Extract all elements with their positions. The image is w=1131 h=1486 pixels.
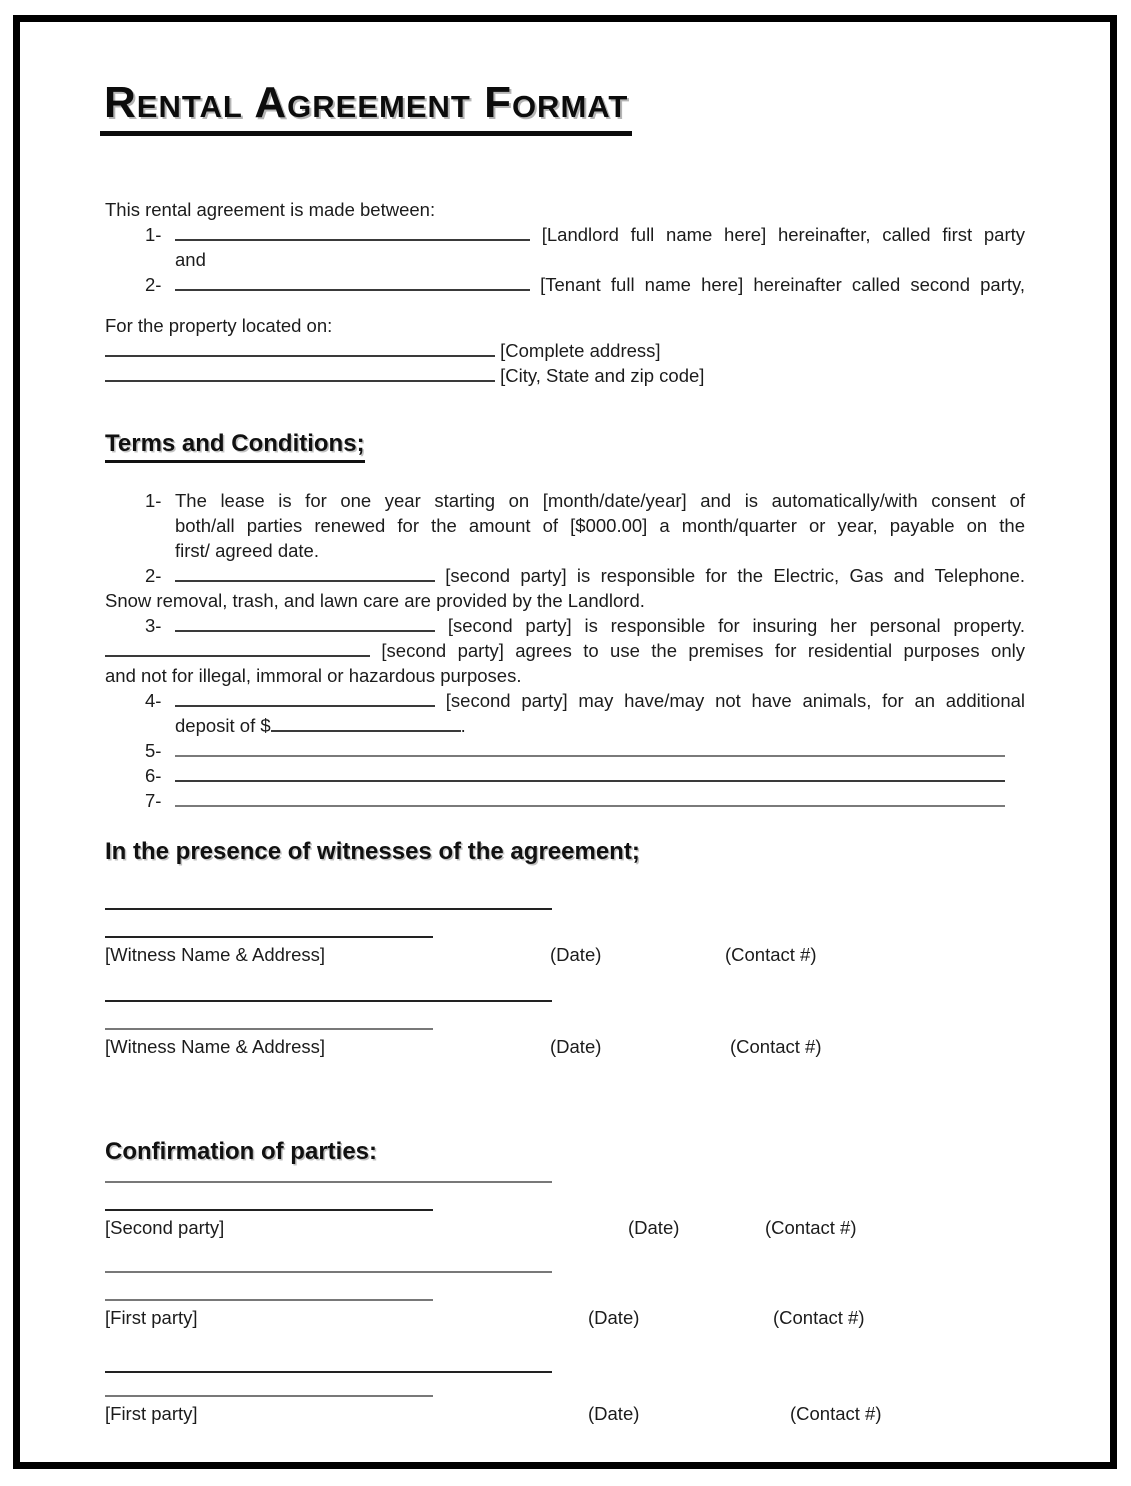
term-6-number: 6- <box>145 765 162 786</box>
term-2-line-1 <box>105 563 1025 588</box>
term-1-line-2: both/all parties renewed for the amount of [$000.00] a month/quarter or year, payable on the <box>175 515 1025 536</box>
second-party-label-row <box>105 1217 1025 1243</box>
term-3-text-1: [second party] is responsible for insuring her personal property. <box>447 615 1026 636</box>
term-4-line-2 <box>105 713 1025 738</box>
term-7-number: 7- <box>145 790 162 811</box>
first-party-1-label: [First party] <box>105 1307 198 1328</box>
document-title <box>100 78 632 136</box>
term-3-party-blank-2[interactable] <box>105 653 370 657</box>
intro-section <box>105 197 1025 297</box>
term-3-text-2: [second party] agrees to use the premises for residential purposes only <box>381 640 1025 661</box>
first-party-1-date-label: (Date) <box>588 1307 640 1328</box>
witness-2-name-line[interactable] <box>105 1028 433 1030</box>
tenant-name-blank[interactable] <box>175 287 530 291</box>
term-5-number: 5- <box>145 740 162 761</box>
term-4-deposit-suffix: . <box>460 715 466 736</box>
term-4-text-1: [second party] may have/may not have animals, for an additional <box>445 690 1026 711</box>
first-party-1-label-row <box>105 1307 1025 1333</box>
terms-heading-text: Terms and Conditions; <box>105 430 365 463</box>
witness-block-1 <box>105 908 1025 970</box>
term-3-line-3: and not for illegal, immoral or hazardous purposes. <box>105 665 522 686</box>
second-party-name-line[interactable] <box>105 1209 433 1211</box>
tenant-label: [Tenant full name here] hereinafter called second party, <box>540 274 1026 295</box>
property-section <box>105 313 1025 388</box>
term-1-line-1 <box>105 488 1025 513</box>
term-7-line <box>105 788 1025 813</box>
intro-item-2-number: 2- <box>145 274 162 295</box>
city-state-zip-label: [City, State and zip code] <box>500 365 705 386</box>
intro-item-1-number: 1- <box>145 224 162 245</box>
term-7-blank[interactable] <box>175 803 1005 807</box>
intro-lead: This rental agreement is made between: <box>105 199 436 220</box>
term-1-line-3: first/ agreed date. <box>175 540 319 561</box>
term-3-number: 3- <box>145 615 162 636</box>
witness-2-label-row <box>105 1036 1025 1062</box>
landlord-label: [Landlord full name here] hereinafter, called first party <box>541 224 1026 245</box>
witness-block-2 <box>105 1000 1025 1062</box>
second-party-label: [Second party] <box>105 1217 225 1238</box>
first-party-2-contact-label: (Contact #) <box>790 1403 882 1424</box>
witness-1-contact-label: (Contact #) <box>725 944 817 965</box>
term-6-blank[interactable] <box>175 778 1005 782</box>
first-party-2-label-row <box>105 1403 1025 1429</box>
second-party-signature-line[interactable] <box>105 1181 552 1183</box>
city-state-zip-blank[interactable] <box>105 378 495 382</box>
confirmation-heading-text: Confirmation of parties: <box>105 1138 378 1165</box>
term-2-text-1: [second party] is responsible for the Electric, Gas and Telephone. <box>445 565 1026 586</box>
term-2-number: 2- <box>145 565 162 586</box>
witness-2-signature-line[interactable] <box>105 1000 552 1002</box>
first-party-block-2 <box>105 1371 1025 1429</box>
term-4-party-blank[interactable] <box>175 703 435 707</box>
complete-address-label: [Complete address] <box>500 340 661 361</box>
term-6-line <box>105 763 1025 788</box>
intro-conjunction: and <box>175 249 206 270</box>
intro-item-tenant <box>105 272 1025 297</box>
witnesses-heading <box>105 838 640 866</box>
term-2-line-2: Snow removal, trash, and lawn care are provided by the Landlord. <box>105 590 645 611</box>
first-party-2-label: [First party] <box>105 1403 198 1424</box>
document-content <box>105 20 1025 1460</box>
second-party-contact-label: (Contact #) <box>765 1217 857 1238</box>
property-lead: For the property located on: <box>105 315 333 336</box>
witness-1-name-line[interactable] <box>105 936 433 938</box>
second-party-date-label: (Date) <box>628 1217 680 1238</box>
document-title-text: Rental Agreement Format <box>100 78 632 136</box>
term-4-number: 4- <box>145 690 162 711</box>
term-3-line-1 <box>105 613 1025 638</box>
first-party-2-date-label: (Date) <box>588 1403 640 1424</box>
witness-1-signature-line[interactable] <box>105 908 552 910</box>
deposit-amount-blank[interactable] <box>271 728 461 732</box>
first-party-block-1 <box>105 1271 1025 1333</box>
terms-list <box>105 488 1025 813</box>
term-5-line <box>105 738 1025 763</box>
confirmation-heading <box>105 1138 377 1166</box>
complete-address-blank[interactable] <box>105 353 495 357</box>
witness-1-date-label: (Date) <box>550 944 602 965</box>
term-5-blank[interactable] <box>175 753 1005 757</box>
property-address-line <box>105 338 1025 363</box>
terms-heading <box>105 430 365 463</box>
term-4-line-1 <box>105 688 1025 713</box>
second-party-block <box>105 1181 1025 1243</box>
witness-2-label: [Witness Name & Address] <box>105 1036 326 1057</box>
first-party-1-name-line[interactable] <box>105 1299 433 1301</box>
first-party-2-name-line[interactable] <box>105 1395 433 1397</box>
property-city-line <box>105 363 1025 388</box>
witness-2-date-label: (Date) <box>550 1036 602 1057</box>
witness-1-label-row <box>105 944 1025 970</box>
term-2-party-blank[interactable] <box>175 578 435 582</box>
landlord-name-blank[interactable] <box>175 237 530 241</box>
witness-1-label: [Witness Name & Address] <box>105 944 326 965</box>
first-party-2-signature-line[interactable] <box>105 1371 552 1373</box>
first-party-1-signature-line[interactable] <box>105 1271 552 1273</box>
term-3-party-blank-1[interactable] <box>175 628 435 632</box>
term-4-deposit-prefix: deposit of $ <box>175 715 271 736</box>
intro-item-landlord <box>105 222 1025 247</box>
term-3-line-2 <box>105 638 1025 663</box>
first-party-1-contact-label: (Contact #) <box>773 1307 865 1328</box>
term-1-number: 1- <box>145 490 162 511</box>
witnesses-heading-text: In the presence of witnesses of the agreement; <box>105 838 640 865</box>
witness-2-contact-label: (Contact #) <box>730 1036 822 1057</box>
term-1-text-1: The lease is for one year starting on [month/date/year] and is automatically/with consent of <box>175 490 1025 511</box>
